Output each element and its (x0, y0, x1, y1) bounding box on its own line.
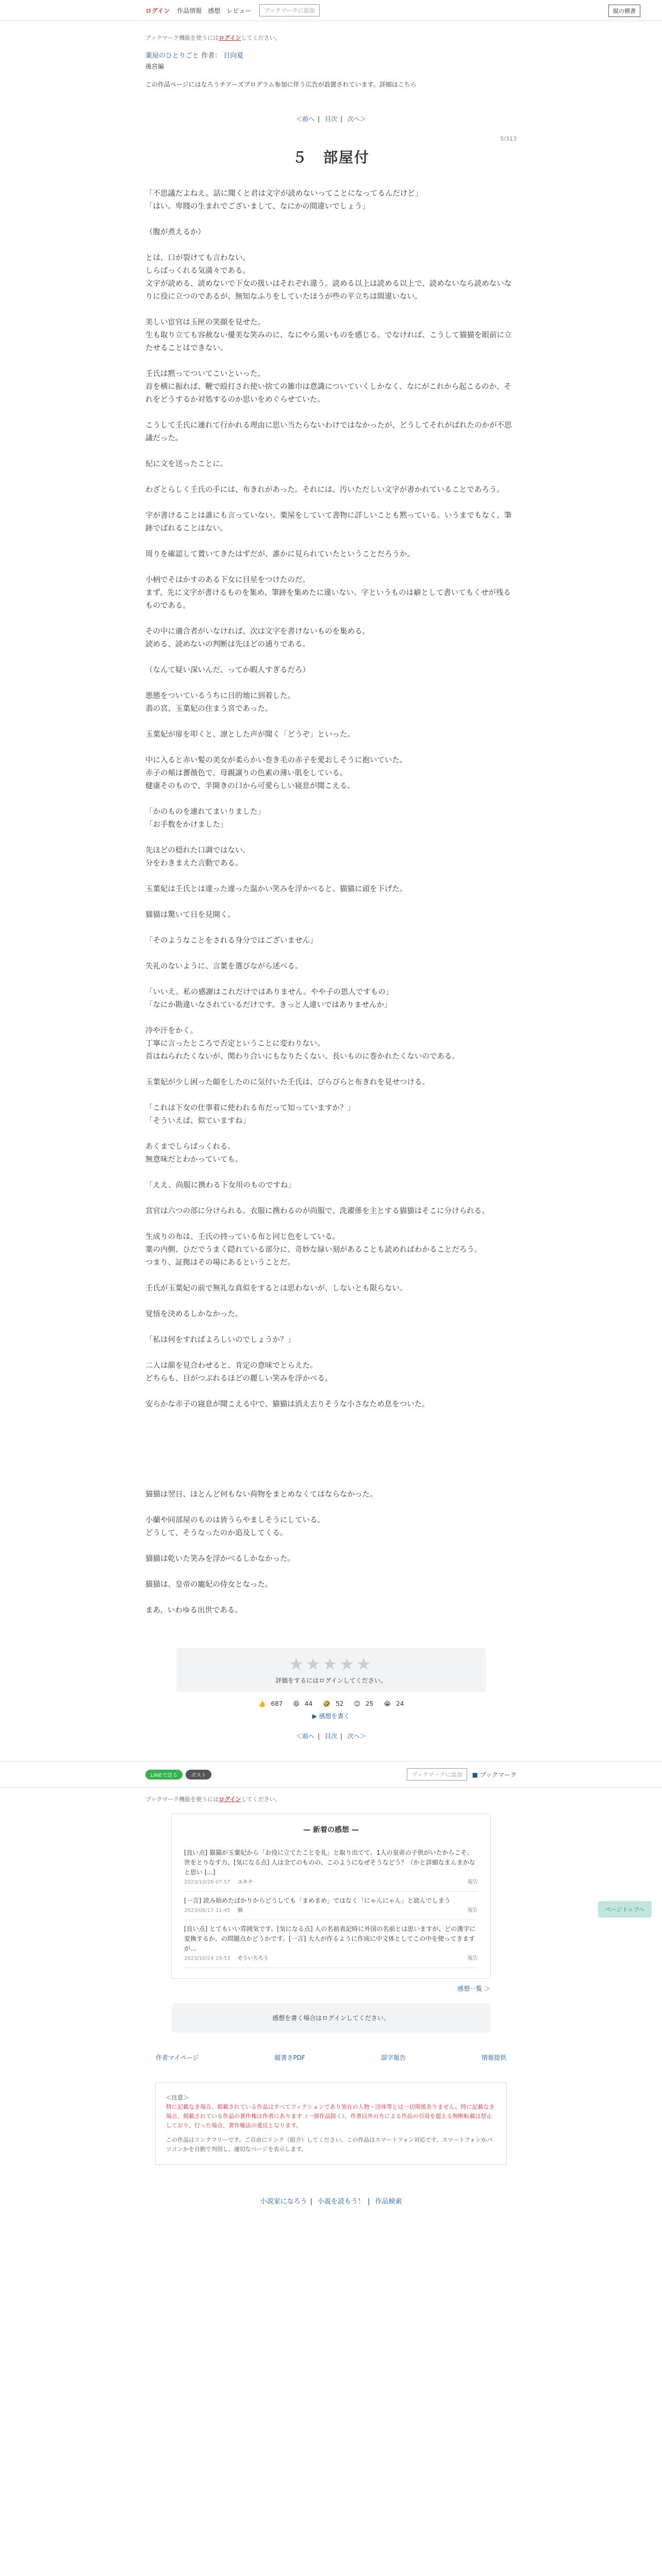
body-line: まず、先に文字が書けるものを集め、筆跡を集めたに違いない。字というものは癖として書いてもくせが残るものである。 (145, 589, 511, 610)
body-line (145, 561, 517, 574)
layout-toggle-button[interactable]: 縦の横書 (608, 5, 640, 17)
nav-work-info[interactable]: 作品情報 (177, 7, 202, 14)
body-line (145, 1411, 517, 1424)
body-line: 文字が読める、読めないで下女の扱いはそれぞれ違う。読める以上は読める以上で、読めないなら読めないなりに役に立つのであるが、無知なふりをしていたほうが些の平立ちは間違いない。 (145, 280, 512, 301)
reaction-bar (145, 1700, 517, 1707)
body-line (145, 1347, 517, 1360)
body-line (145, 1424, 517, 1437)
next-link[interactable]: 次へ＞ (347, 115, 366, 123)
body-line: 玉葉妃が扉を叩くと、凛とした声が聞く「どうぞ」といった。 (145, 731, 355, 739)
body-line (145, 651, 517, 664)
info-provide-link[interactable]: 情報提供 (481, 2054, 506, 2061)
body-line (145, 1012, 517, 1025)
body-line: （腹が煮えるか） (145, 228, 205, 236)
body-line: 中に入ると赤い髪の美女が柔らかい巻き毛の赤子を愛おしそうに抱いていた。 (145, 756, 407, 765)
body-line: 「ええ、尚服に携わる下女用のものですね」 (145, 1181, 295, 1190)
body-line: 「なにか勘違いなされているだけです。きっと人違いではありませんか」 (145, 1001, 392, 1009)
main-content (145, 33, 517, 1740)
toc-link-bottom[interactable]: 目次 (324, 1733, 337, 1740)
bookmark-login-link[interactable]: ログイン (219, 35, 241, 41)
rating-message: 評価をするにはログインしてください。 (275, 1677, 387, 1684)
author-label: 作者： (201, 52, 222, 60)
body-line (145, 613, 517, 625)
x-share-button[interactable]: ポスト (186, 1770, 211, 1780)
body-line: 生成りの布は、壬氏の持っている布と同じ色をしている。 (145, 1233, 340, 1241)
impressions-more (172, 1984, 490, 1993)
body-line (145, 1218, 517, 1231)
body-line: 「かのものを連れてまいりました」 (145, 808, 265, 816)
add-bookmark-button-bottom[interactable]: ブックマークに追加 (407, 1768, 467, 1781)
body-line: とは、口が裂けても言わない。 (145, 254, 250, 262)
body-line: 安らかな赤子の寝息が聞こえる中で、猫猫は消え去りそうな小さなため息をついた。 (145, 1400, 429, 1409)
chapter-title: ５ 部屋付 (292, 149, 370, 166)
body-line (145, 1269, 517, 1282)
caution-box (155, 2082, 507, 2165)
reaction-emoji-icon: 👍 (258, 1700, 266, 1707)
body-line: 小柄でそはかすのある下女に目星をつけたのだ。 (145, 576, 310, 584)
typo-report-link[interactable]: 誤字報告 (380, 2054, 406, 2061)
reaction-item[interactable] (320, 1700, 346, 1707)
reaction-emoji-icon: 😆 (293, 1700, 300, 1707)
top-header (0, 0, 662, 21)
body-line: 壬氏は黙ってついてこいといった。 (145, 370, 265, 378)
reaction-emoji-icon: 🤣 (323, 1700, 331, 1707)
body-line: 玉葉妃は壬氏とは違った違った温かい笑みを浮かべると、猫猫に頭を下げた。 (145, 885, 407, 893)
body-line: 首はねられたくないが、関わり合いにもなりたくない。長いものに巻かれたくないのである。 (145, 1053, 459, 1061)
body-line (145, 741, 517, 754)
nav-reviews[interactable]: レビュー (226, 7, 252, 14)
body-line: 薬の内側、ひだでうまく隠れている部分に、奇妙な緑い刻があることも読めればわかることだろう。 (145, 1246, 482, 1254)
cheers-notice (145, 80, 517, 89)
body-line: 二人は顔を見合わせると、肯定の意味でとらえた。 (145, 1362, 318, 1370)
impression-meta (184, 1877, 478, 1887)
impression-user-link[interactable]: 猫 (237, 1908, 243, 1913)
body-line (145, 677, 517, 690)
body-line: その中に適合者がいなければ、次は文字を書けないものを集める。 (145, 628, 370, 636)
impression-meta (184, 1906, 478, 1916)
body-line: 「お手数をかけました」 (145, 821, 228, 829)
cheers-detail-link[interactable]: こちら (398, 81, 417, 88)
footer-links (156, 2053, 506, 2062)
body-line: 「そういえば、似ていますね」 (145, 1117, 250, 1125)
impression-report-link[interactable]: 報告 (468, 1879, 478, 1885)
impression-item (184, 1892, 478, 1920)
impressions-more-link[interactable]: 感想一覧 ＞ (457, 1985, 490, 1992)
body-line: 先ほどの穏れた口調ではない。 (145, 846, 250, 855)
reaction-item[interactable] (351, 1700, 376, 1707)
body-line (145, 213, 517, 226)
impression-text[interactable]: [良い点] とてもいい雰囲気です。[気になる点] 人の名前表記時に外国の名前とは思いますが、どの漢字に変換するか、の問題点かどうかです。[一言] 大人が作るように作成に中文体としてこの中を使ってきますが… (184, 1925, 476, 1952)
impression-list (184, 1844, 478, 1968)
prev-link[interactable]: ＜前へ (296, 115, 315, 123)
body-line: 首を横に振れば、鞭で殴打され使い捨ての雑巾は意識についていくしかなく、なにがこれから起こるのか、それをどうするか対処するのか思いをめぐらせていた。 (145, 383, 511, 404)
body-line: 字が書けることは誰にも言っていない。薬屋をしていて書物に詳しいことも黙っている。いうまでもなく、筆跡でばれることはない。 (145, 512, 512, 533)
next-link-bottom[interactable]: 次へ＞ (347, 1733, 366, 1740)
body-line (145, 832, 517, 844)
body-line: 周りを確認して置いてきたはずだが、誰かに見られていたということだろうか。 (145, 550, 415, 558)
body-line: 冷や汗をかく。 (145, 1027, 198, 1035)
impression-text[interactable]: [良い点] 猫猫が玉葉妃から「お役に立てたことを礼」と取り出てて、1人の皇帝の子供がいたからこそ、世をとりなす力、[気になる点] 人は全てのものの、このようになぜそうなどう？（かと詳細なまんまかなと思い [...] (184, 1849, 475, 1876)
body-line: 「私は何をすればよろしいのでしょうか？」 (145, 1336, 295, 1344)
body-line (145, 896, 517, 909)
body-line: 猫猫は翌日、ほとんど何もない荷物をまとめなくてはならなかった。 (145, 1490, 377, 1499)
body-line (145, 1128, 517, 1141)
body-line (145, 1463, 517, 1476)
caution-heading: ＜注意＞ (166, 2094, 189, 2101)
body-line: 「いいえ。私の感謝はこれだけではありません。やや子の恩人ですもの」 (145, 988, 393, 996)
body-line (145, 535, 517, 548)
reaction-count: 24 (396, 1700, 404, 1707)
body-line: まあ、いわゆる出世である。 (145, 1606, 242, 1615)
body-line: 無意味だとわかっていても。 (145, 1156, 243, 1164)
impression-item (184, 1920, 478, 1968)
body-line: 玉葉妃が少し困った顔をしたのに気付いた壬氏は、ぴらぴらと布きれを見せつける。 (145, 1078, 429, 1087)
body-line: 壬氏が玉葉妃の前で無礼な真似をするとは思わないが、しないとも限らない。 (145, 1284, 407, 1293)
site-links: 小説家になろう | 小説を読もう！ | 作品検索 (260, 2198, 402, 2206)
body-line (145, 1591, 517, 1604)
lower-content (145, 1795, 517, 2206)
rating-stars[interactable]: ★★★★★ (289, 1654, 373, 1674)
body-line (145, 355, 517, 368)
reaction-item[interactable] (290, 1700, 315, 1707)
series-name: 後宮編 (145, 63, 164, 70)
body-line (145, 471, 517, 484)
bookmark-notice-tail-bottom: してください。 (241, 1796, 281, 1803)
line-share-button[interactable]: LINEで送る (145, 1770, 183, 1780)
body-line (145, 973, 517, 986)
cheers-notice-text: この作品ページにはなろうチアーズプログラム参加に伴う広告が設置されています。詳細は (145, 81, 398, 88)
site-link-search[interactable]: 作品検索 (375, 2198, 402, 2206)
body-line: 悪態をついているうちに目的地に到着した。 (145, 692, 295, 700)
body-line: 「これは下女の仕事着に使われる布だって知っていますか？」 (145, 1104, 355, 1112)
novel-title-link[interactable]: 薬屋のひとりごと (145, 52, 200, 60)
reaction-count: 52 (336, 1700, 344, 1707)
reaction-count: 687 (271, 1700, 283, 1707)
body-line: どちらも、目がつぶれるほどの麗しい笑みを浮かべる。 (145, 1375, 333, 1383)
impression-item (184, 1844, 478, 1892)
body-line (145, 716, 517, 728)
body-line (145, 303, 517, 316)
write-impression-label[interactable]: ▶ 感想を書く (312, 1713, 350, 1720)
body-line (145, 1192, 517, 1205)
impression-login-box: 感想を書く場合はログインしてください。 (172, 2003, 490, 2032)
body-line: 健康そのもので、半開きの口から可愛らしい寝息が聞こえる。 (145, 782, 355, 790)
body-line: 紀に文を送ったことに。 (145, 460, 228, 468)
body-line (145, 922, 517, 935)
body-line: あくまでしらばっくれる。 (145, 1143, 235, 1151)
site-link-yomou[interactable]: 小説を読もう！ (317, 2198, 365, 2206)
body-line (145, 793, 517, 806)
body-line (145, 1476, 517, 1488)
body-line (145, 1295, 517, 1308)
body-line (145, 445, 517, 458)
body-line: 「はい。卑賤の生まれでございまして、なにかの間違いでしょう」 (145, 202, 370, 211)
bookmark-notice-text-bottom: ブックマーク機能を使うには (145, 1796, 219, 1803)
body-line: （なんて疑い深いんだ、ってか暇人すぎるだろ） (145, 666, 310, 674)
impression-date: 2023/10/24 19:53 (184, 1956, 230, 1961)
novel-title-row (145, 50, 517, 60)
body-line: 猫猫は乾いた笑みを浮かべるしかなかった。 (145, 1555, 295, 1563)
write-impression-link[interactable] (145, 1711, 517, 1720)
bookmark-notice-text: ブックマーク機能を使うには (145, 35, 219, 41)
author-page-link[interactable]: 作者マイページ (156, 2054, 199, 2061)
body-line (145, 870, 517, 883)
body-line: 小蘭や同部屋のものは皆うらやましそうにしている。 (145, 1516, 325, 1524)
impressions-heading: — 新着の感想 — (303, 1826, 359, 1834)
bookmark-login-link-bottom[interactable]: ログイン (219, 1796, 241, 1803)
impression-report-link[interactable]: 報告 (468, 1956, 478, 1961)
login-link[interactable]: ログイン (145, 7, 170, 14)
pager-top: ＜前へ | 目次 | 次へ＞ (296, 115, 366, 123)
impression-date: 2023/08/17 11:45 (184, 1908, 230, 1913)
body-line: 猫猫は驚いて目を見開く。 (145, 911, 235, 919)
body-line (145, 1063, 517, 1076)
novel-body (145, 188, 517, 1617)
add-bookmark-button[interactable]: ブックマークに追加 (259, 4, 319, 16)
caution-copyright: 特に記載なき場合、掲載されている作品はすべてフィクションであり実在の人物・団体等とは一切関係ありません。特に記載なき場合、掲載されている作品の著作権は作者にあります（一部作品除く）。作者以外の方による作品の引用を超える無断転載は禁止しており、行った場合、著作権法の違反となります。 (166, 2104, 495, 2129)
body-line (145, 1566, 517, 1579)
body-line (145, 406, 517, 419)
body-line (145, 1437, 517, 1450)
body-line: 丁寧に言ったところで否定ということに変わりない。 (145, 1040, 325, 1048)
reaction-emoji-icon: 😭 (384, 1700, 391, 1707)
site-link-narou[interactable]: 小説家になろう (260, 2198, 307, 2206)
impression-report-link[interactable]: 報告 (468, 1908, 478, 1913)
body-line: どうして、そうなったのか追及してくる。 (145, 1529, 288, 1537)
impression-meta (184, 1954, 478, 1963)
impression-user-link[interactable]: ユキナ (237, 1879, 253, 1885)
bookmark-notice-bottom (145, 1795, 517, 1803)
bookmark-notice-tail: してください。 (241, 35, 281, 41)
reaction-count: 25 (365, 1700, 374, 1707)
reaction-item[interactable] (256, 1700, 286, 1707)
body-line: 宮官は六つの部に分けられる。衣服に携わるのが尚服で、洗濯係を主とする猫猫はそこに分けられる。 (145, 1207, 489, 1215)
body-line: 「そのようなことをされる身分ではございません」 (145, 937, 318, 945)
bookmark-notice (145, 33, 517, 42)
impression-text[interactable]: [一言] 読み始めたばかりからどうしても「まめまめ」ではなく「にゃんにゃん」と読んでしまう (184, 1897, 451, 1904)
body-line (145, 1166, 517, 1179)
body-line: 赤子の頬は薔薇色で、母親譲りの色素の薄い肌をしている。 (145, 769, 347, 777)
page-top-button[interactable]: ページトップへ (598, 1901, 652, 1918)
body-line: 読める、読めないの判断は先ほどの通りである。 (145, 640, 310, 649)
body-line (145, 1501, 517, 1514)
body-line: 猫猫は、皇帝の寵妃の侍女となった。 (145, 1581, 273, 1589)
body-line: しらばっくれる気満々である。 (145, 267, 250, 275)
body-line (145, 1321, 517, 1334)
body-line: 分をわきまえた言動である。 (145, 859, 243, 868)
page-number: 5/313 (500, 135, 517, 142)
body-line (145, 239, 517, 252)
reaction-item[interactable] (381, 1700, 406, 1707)
body-line (145, 1385, 517, 1398)
share-bar (0, 1761, 662, 1788)
pager-bottom: ＜前へ | 目次 | 次へ＞ (296, 1733, 366, 1740)
body-line: つまり、証拠はその場にあるということだ。 (145, 1259, 295, 1267)
body-line (145, 947, 517, 960)
body-line: 美しい宦官は玉匣の笑顔を見せた。 (145, 318, 265, 327)
body-line (145, 1089, 517, 1102)
rating-box (176, 1648, 486, 1692)
body-line: 翡の宮、玉葉妃の住まう宮であった。 (145, 705, 273, 713)
body-line: わざとらしく壬氏の手には、布きれがあった。それには、汚いただしい文字が書かれていることであろう。 (145, 486, 504, 494)
reaction-emoji-icon: 😊 (354, 1700, 360, 1707)
toc-link[interactable]: 目次 (324, 115, 337, 123)
body-line: 「不思議だよねえ。話に聞くと君は文字が読めないってことになってるんだけど」 (145, 190, 423, 198)
body-line: 覚悟を決めるしかなかった。 (145, 1310, 243, 1318)
body-line (145, 1540, 517, 1553)
impression-date: 2023/10/26 07:57 (184, 1879, 230, 1885)
reaction-count: 44 (304, 1700, 313, 1707)
body-line (145, 497, 517, 510)
author-link[interactable]: 日向夏 (223, 52, 244, 60)
body-line: 失礼のないように、言葉を選びながら述べる。 (145, 962, 303, 971)
vertical-pdf-link[interactable]: 縦書きPDF (274, 2054, 305, 2061)
body-line (145, 1450, 517, 1463)
latest-impressions (171, 1814, 491, 1979)
body-line: こうして壬氏に連れて行かれる理由に思い当たらないわけではなかったが、どうしてそれがばれたのかが不思議だった。 (145, 421, 512, 443)
caution-linkfree: この作品はリンクフリーです。ご自由にリンク（紹介）してください。この作品はスマートフォン対応です。スマートフォンかパソコンかを自動で判別し、適切なページを表示します。 (166, 2137, 493, 2153)
impression-user-link[interactable]: そういちろう (237, 1956, 269, 1961)
prev-link-bottom[interactable]: ＜前へ (296, 1733, 315, 1740)
body-line: 生も取り立ても容赦ない優美な笑みのに、なにやら黒いものを感じる。でなければ、こうして猫猫を眼前に立たせることはできない。 (145, 331, 512, 352)
bookmark-label[interactable]: ■ ブックマーク (472, 1771, 517, 1778)
nav-impressions[interactable]: 感想 (208, 7, 221, 14)
